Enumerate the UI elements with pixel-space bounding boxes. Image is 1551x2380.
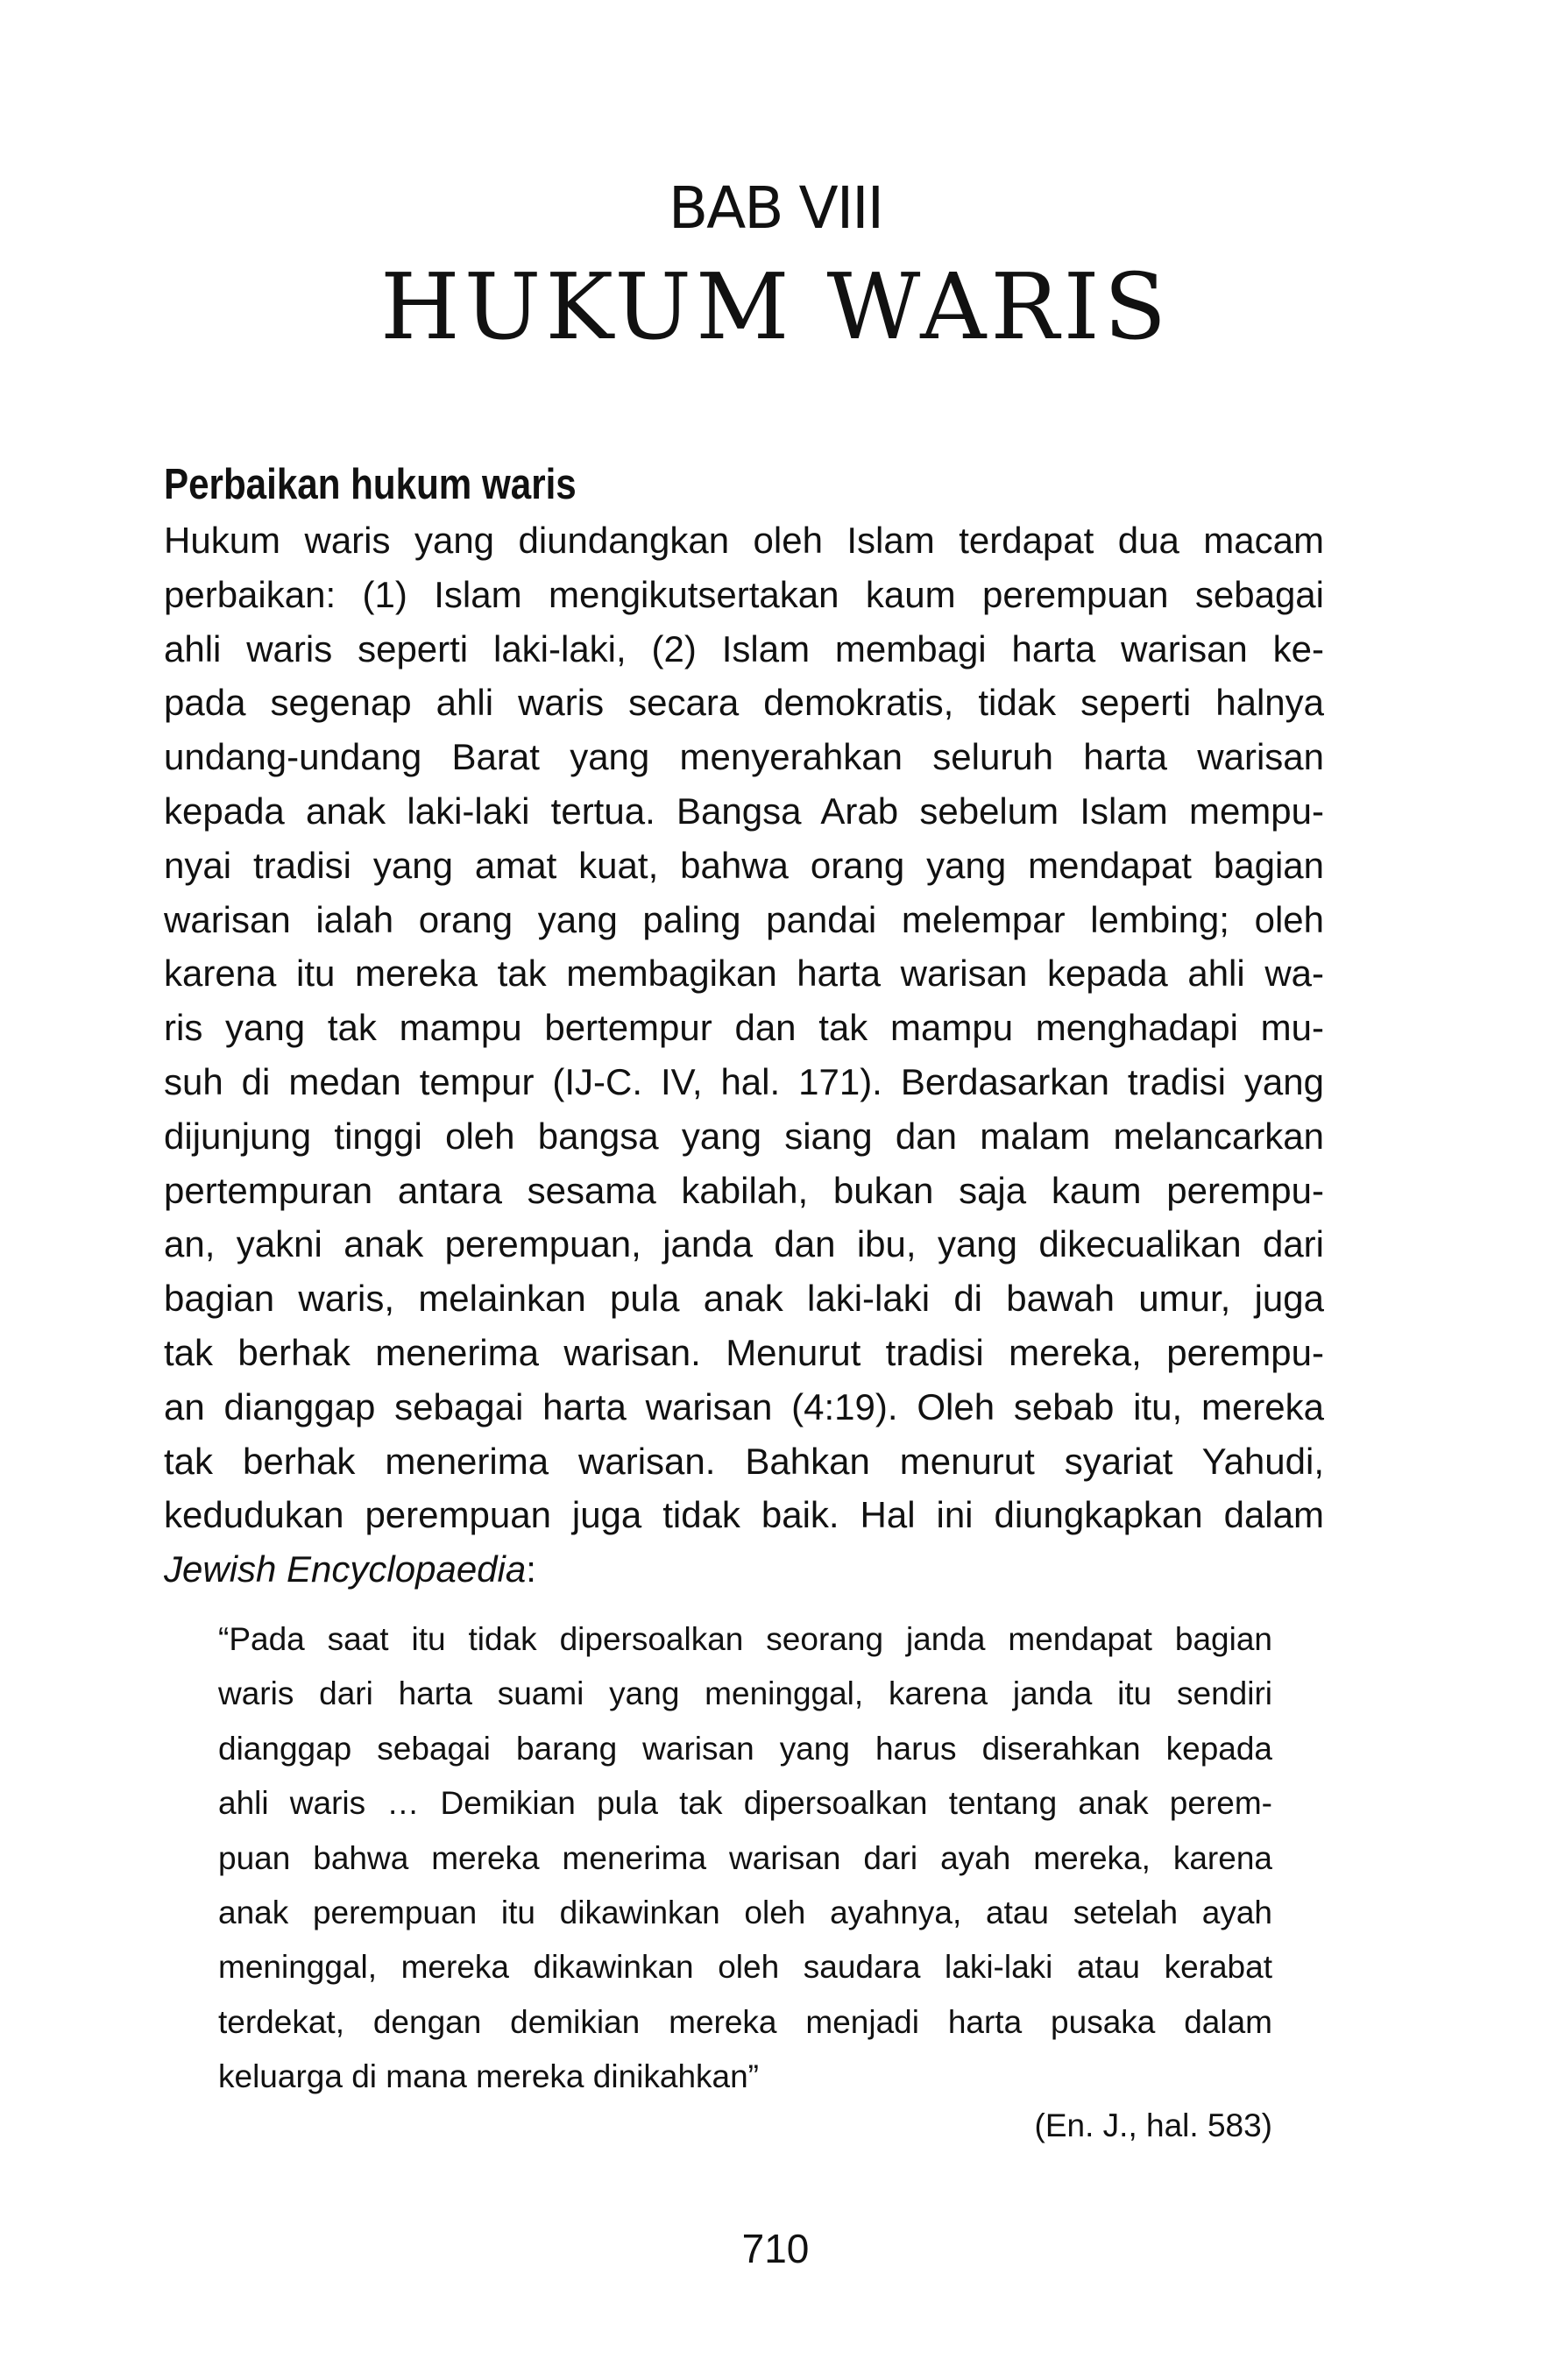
chapter-label: BAB VIII (668, 174, 883, 242)
paragraph-line: dijunjung tinggi oleh bangsa yang siang dan malam melancarkan (164, 1115, 1324, 1157)
paragraph-line: ris yang tak mampu bertempur dan tak mampu menghadapi mu- (164, 1007, 1324, 1049)
colon: : (526, 1548, 536, 1590)
paragraph-last-line (164, 1542, 1324, 1597)
page-number: 710 (741, 2226, 810, 2271)
chapter-title: HUKUM WARIS (380, 253, 1171, 360)
paragraph-line: bagian waris, melainkan pula anak laki-laki di bawah umur, juga (164, 1278, 1324, 1320)
quote-line: “Pada saat itu tidak dipersoalkan seorang janda mendapat bagian (218, 1621, 1272, 1657)
quote-line: terdekat, dengan demikian mereka menjadi harta pusaka dalam (218, 2003, 1272, 2040)
paragraph-line: ahli waris seperti laki-laki, (2) Islam membagi harta warisan ke- (164, 627, 1324, 669)
paragraph-line: an dianggap sebagai harta warisan (4:19). Oleh sebab itu, mereka (164, 1385, 1324, 1427)
quote-line: meninggal, mereka dikawinkan oleh saudara laki-laki atau kerabat (218, 1949, 1272, 1986)
quote-line: anak perempuan itu dikawinkan oleh ayahnya, atau setelah ayah (218, 1894, 1272, 1930)
paragraph-line: kepada anak laki-laki tertua. Bangsa Arab sebelum Islam mempu- (164, 790, 1324, 832)
paragraph-line: kedudukan perempuan juga tidak baik. Hal ini diungkapkan dalam (164, 1494, 1324, 1536)
section-heading: Perbaikan hukum waris (164, 461, 577, 508)
paragraph-line: Hukum waris yang diundangkan oleh Islam terdapat dua macam (164, 520, 1324, 561)
quote-line: ahli waris … Demikian pula tak dipersoalkan tentang anak perem- (218, 1785, 1272, 1822)
body-paragraph (164, 514, 1324, 1597)
paragraph-line: undang-undang Barat yang menyerahkan seluruh harta warisan (164, 736, 1324, 778)
paragraph-line: tak berhak menerima warisan. Menurut tradisi mereka, perempu- (164, 1331, 1324, 1373)
paragraph-line: pertempuran antara sesama kabilah, bukan saja kaum perempu- (164, 1169, 1324, 1211)
quote-line: keluarga di mana mereka dinikahkan” (218, 2058, 760, 2095)
paragraph-line: suh di medan tempur (IJ-C. IV, hal. 171). Berdasarkan tradisi yang (164, 1060, 1324, 1102)
paragraph-line: an, yakni anak perempuan, janda dan ibu, yang dikecualikan dari (164, 1223, 1324, 1265)
block-quote (218, 1612, 1272, 2105)
paragraph-line: warisan ialah orang yang paling pandai melempar lembing; oleh (164, 898, 1324, 940)
quote-citation: (En. J., hal. 583) (1034, 2107, 1272, 2143)
paragraph-line: pada segenap ahli waris secara demokratis, tidak seperti halnya (164, 682, 1324, 724)
quote-line: puan bahwa mereka menerima warisan dari ayah mereka, karena (218, 1839, 1272, 1876)
quote-line: waris dari harta suami yang meninggal, karena janda itu sendiri (218, 1675, 1272, 1712)
paragraph-line: perbaikan: (1) Islam mengikutsertakan kaum perempuan sebagai (164, 573, 1324, 615)
paragraph-line: tak berhak menerima warisan. Bahkan menurut syariat Yahudi, (164, 1440, 1324, 1482)
paragraph-line: nyai tradisi yang amat kuat, bahwa orang yang mendapat bagian (164, 844, 1324, 886)
paragraph-line: karena itu mereka tak membagikan harta warisan kepada ahli wa- (164, 953, 1324, 995)
quote-line: dianggap sebagai barang warisan yang harus diserahkan kepada (218, 1730, 1272, 1767)
encyclopedia-title: Jewish Encyclopaedia (164, 1548, 527, 1590)
